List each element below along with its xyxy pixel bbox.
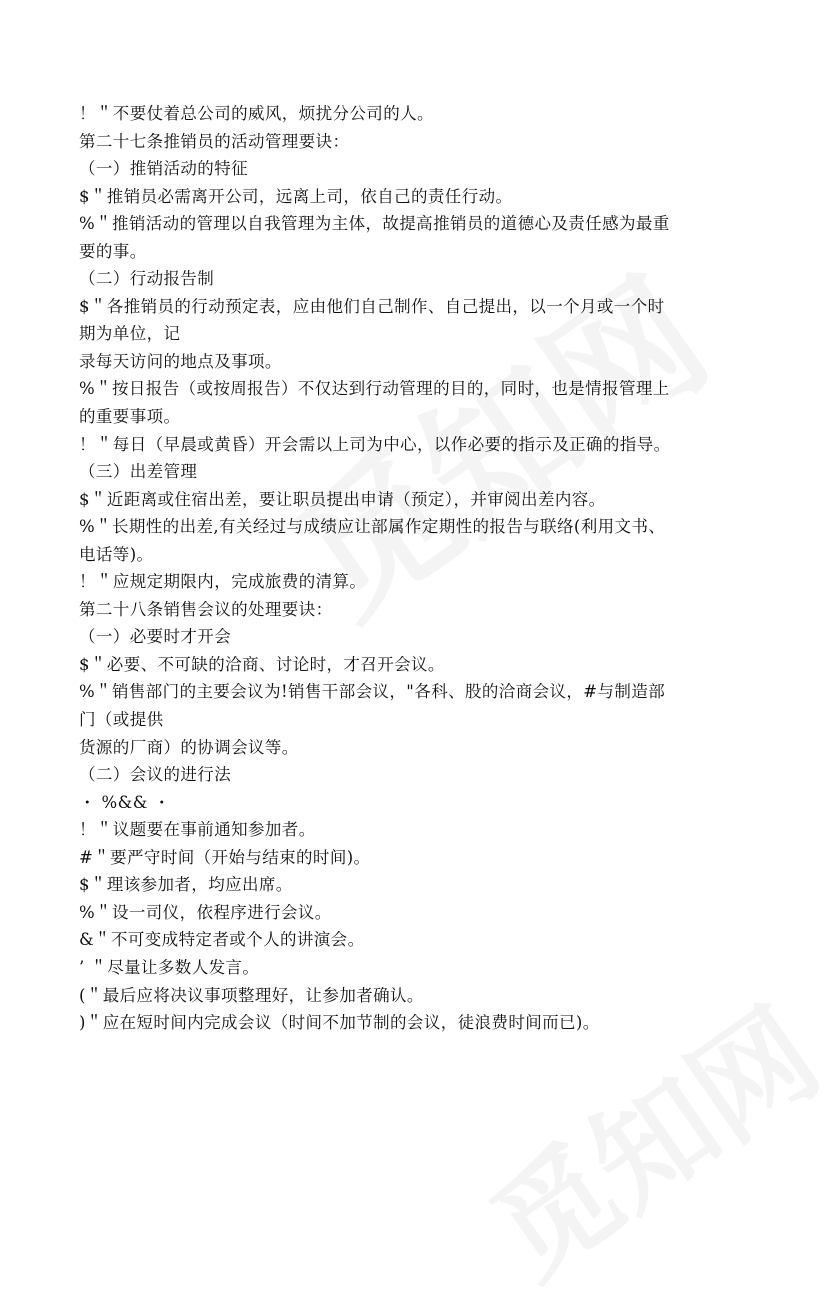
text-line: 货源的厂商）的协调会议等。 xyxy=(79,737,299,757)
text-line: %＂按日报告（或按周报告）不仅达到行动管理的目的，同时，也是情报管理上 xyxy=(79,379,670,399)
text-line: ’ ＂尽量让多数人发言。 xyxy=(79,957,260,977)
text-line: 期为单位，记 xyxy=(79,324,181,344)
text-line: $＂推销员必需离开公司，远离上司，依自己的责任行动。 xyxy=(79,186,513,206)
text-line: 要的事。 xyxy=(79,241,147,261)
text-line: $＂近距离或住宿出差，要让职员提出申请（预定），并审阅出差内容。 xyxy=(79,489,606,509)
text-line: $＂理该参加者，均应出席。 xyxy=(79,875,293,895)
document-body xyxy=(79,100,759,1037)
text-line: &＂不可变成特定者或个人的讲演会。 xyxy=(79,930,365,950)
text-line: ！＂每日（早晨或黄昏）开会需以上司为中心，以作必要的指示及正确的指导。 xyxy=(79,434,671,454)
text-line: 第二十八条销售会议的处理要诀： xyxy=(79,599,333,619)
text-line: %＂推销活动的管理以自我管理为主体，故提高推销员的道德心及责任感为最重 xyxy=(79,214,670,234)
text-line: （二）会议的进行法 xyxy=(79,765,232,785)
text-line: $＂必要、不可缺的洽商、讨论时，才召开会议。 xyxy=(79,654,445,674)
text-line: （一）必要时才开会 xyxy=(79,627,232,647)
text-line: ！＂不要仗着总公司的威风，烦扰分公司的人。 xyxy=(79,104,434,123)
text-line: (＂最后应将决议事项整理好，让参加者确认。 xyxy=(79,985,424,1005)
text-line: 门（或提供 xyxy=(79,710,164,730)
text-line: ！＂议题要在事前通知参加者。 xyxy=(79,820,316,840)
text-line: （一）推销活动的特征 xyxy=(79,159,248,179)
text-line: 第二十七条推销员的活动管理要诀： xyxy=(79,131,350,151)
text-line: )＂应在短时间内完成会议（时间不加节制的会议，徒浪费时间而已)。 xyxy=(79,1013,600,1033)
text-line: #＂要严守时间（开始与结束的时间)。 xyxy=(79,847,371,867)
text-line: （三）出差管理 xyxy=(79,462,198,482)
text-line: %＂长期性的出差,有关经过与成绩应让部属作定期性的报告与联络(利用文书、 xyxy=(79,517,666,537)
text-line: %＂销售部门的主要会议为!销售干部会议，"各科、股的洽商会议，#与制造部 xyxy=(79,682,666,702)
text-line: 的重要事项。 xyxy=(79,407,181,427)
text-line: 录每天访问的地点及事项。 xyxy=(79,351,282,371)
text-line: ・ %&& ・ xyxy=(79,792,171,812)
text-line: %＂设一司仪，依程序进行会议。 xyxy=(79,902,332,922)
text-line: $＂各推销员的行动预定表，应由他们自己制作、自己提出，以一个月或一个时 xyxy=(79,296,665,316)
text-line: 电话等)。 xyxy=(79,544,154,564)
text-line: ！＂应规定期限内，完成旅费的清算。 xyxy=(79,572,367,592)
text-line: （二）行动报告制 xyxy=(79,269,215,289)
